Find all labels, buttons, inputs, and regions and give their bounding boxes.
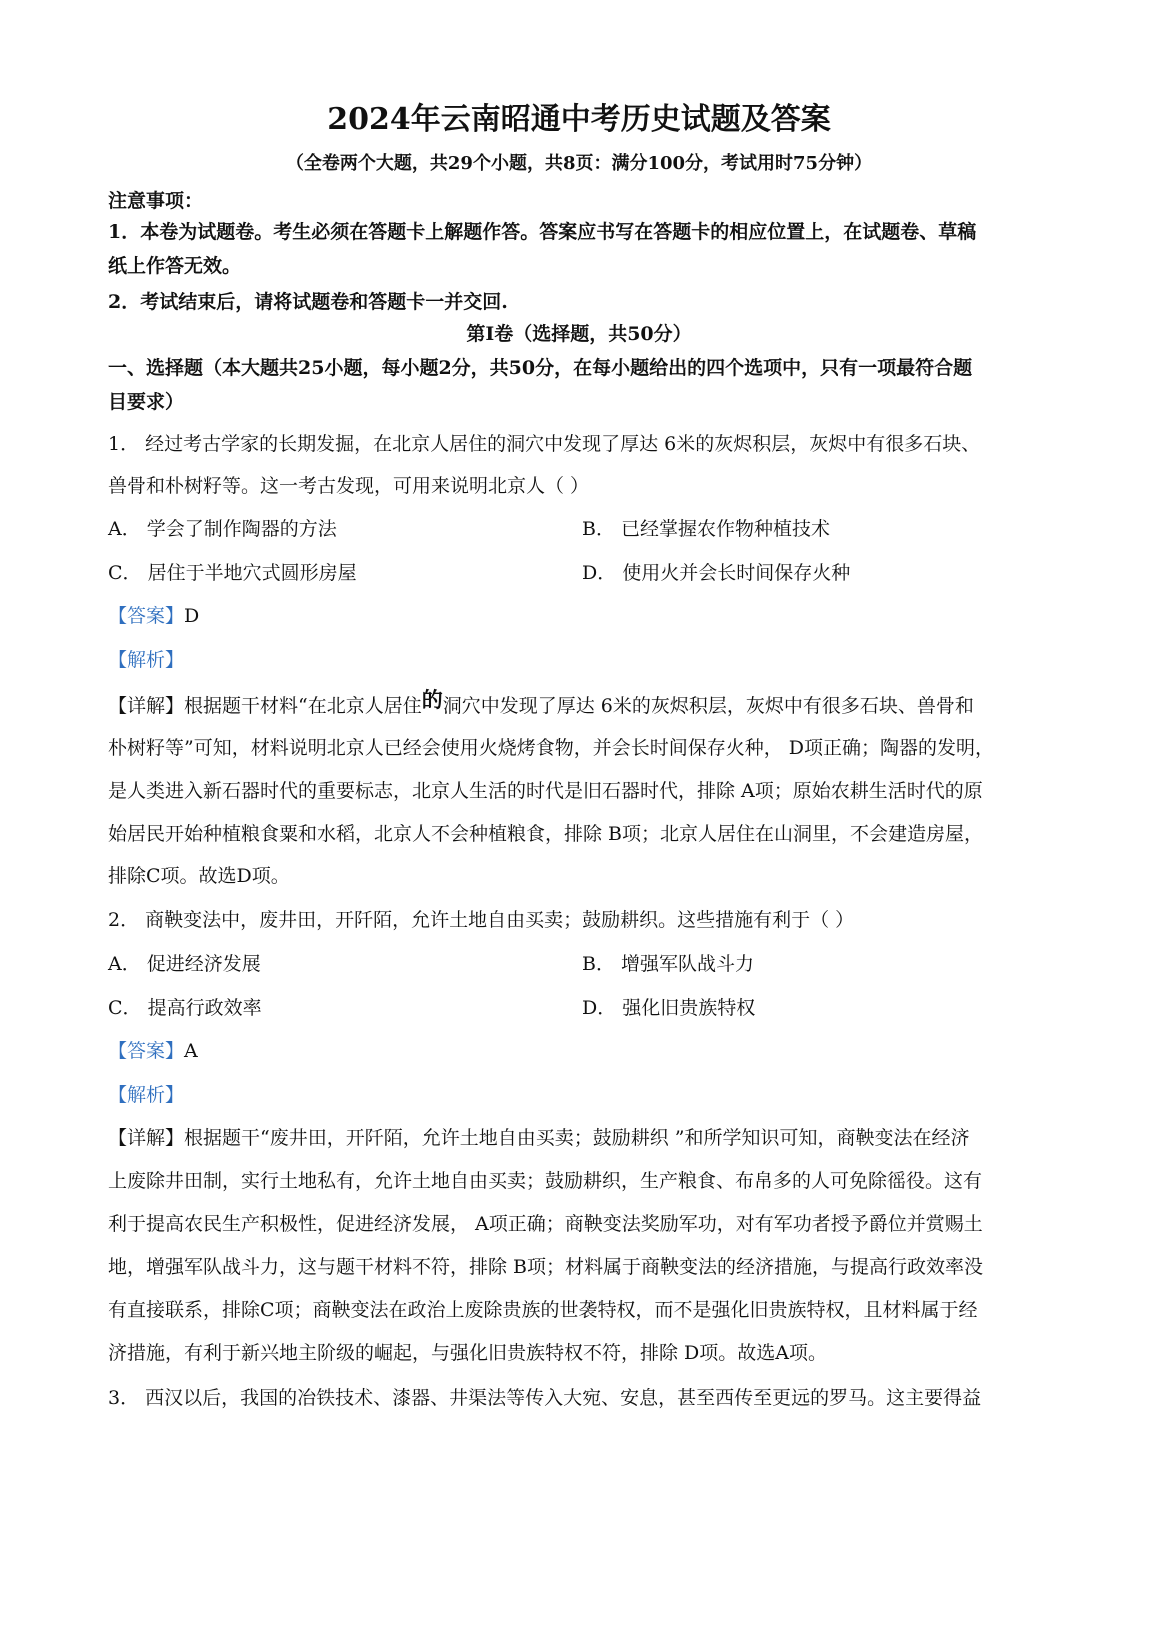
detail-text: 根据题干材料“在北京人居住 bbox=[184, 695, 422, 717]
answer-value: D bbox=[184, 605, 200, 627]
answer-tag: 【答案】 bbox=[108, 1040, 185, 1062]
answer-value: A bbox=[184, 1040, 198, 1062]
q1-detail-3: 是人类进入新石器时代的重要标志，北京人生活的时代是旧石器时代，排除 A项；原始农耕生活时代的原 bbox=[108, 780, 983, 802]
detail-tag: 【详解】 bbox=[108, 1127, 185, 1149]
q1-option-c: C． 居住于半地穴式圆形房屋 bbox=[108, 562, 357, 584]
q2-detail-3: 利于提高农民生产积极性，促进经济发展， A项正确；商鞅变法奖励军功，对有军功者授予爵位并赏赐土 bbox=[108, 1213, 983, 1235]
q2-detail-1 bbox=[108, 1126, 969, 1150]
q1-answer bbox=[108, 604, 199, 628]
answer-tag: 【答案】 bbox=[108, 605, 185, 627]
q2-option-a: A． 促进经济发展 bbox=[108, 953, 261, 975]
notes-item-1: 1．本卷为试题卷。考生必须在答题卡上解题作答。答案应书写在答题卡的相应位置上，在试题卷、草稿 bbox=[108, 221, 977, 243]
q2-detail-2: 上废除井田制，实行土地私有，允许土地自由买卖；鼓励耕织，生产粮食、布帛多的人可免除徭役。这有 bbox=[108, 1170, 983, 1192]
q1-option-b: B． 已经掌握农作物种植技术 bbox=[582, 518, 831, 540]
q2-detail-5: 有直接联系，排除C项；商鞅变法在政治上废除贵族的世袭特权，而不是强化旧贵族特权，且材料属于经 bbox=[108, 1299, 978, 1321]
q2-stem: 2． 商鞅变法中，废井田，开阡陌，允许土地自由买卖；鼓励耕织。这些措施有利于（ ） bbox=[108, 909, 855, 931]
q2-option-b: B． 增强军队战斗力 bbox=[582, 953, 755, 975]
section-intro-cont: 目要求） bbox=[108, 391, 185, 413]
detail-text: 的 bbox=[421, 687, 443, 712]
detail-text: 洞穴中发现了厚达 6米的灰烬积层，灰烬中有很多石块、兽骨和 bbox=[442, 695, 974, 717]
q1-stem-cont: 兽骨和朴树籽等。这一考古发现，可用来说明北京人（ ） bbox=[108, 475, 590, 497]
exam-subtitle: （全卷两个大题，共29个小题，共8页：满分100分，考试用时75分钟） bbox=[285, 153, 873, 174]
section-intro: 一、选择题（本大题共25小题，每小题2分，共50分，在每小题给出的四个选项中，只有一项最符合题 bbox=[108, 357, 973, 379]
notes-item-2: 2．考试结束后，请将试题卷和答题卡一并交回. bbox=[108, 291, 508, 313]
q1-option-d: D． 使用火并会长时间保存火种 bbox=[582, 562, 851, 584]
q2-option-c: C． 提高行政效率 bbox=[108, 997, 262, 1019]
q2-answer bbox=[108, 1039, 198, 1063]
q1-detail-2: 朴树籽等”可知，材料说明北京人已经会使用火烧烤食物，并会长时间保存火种， D项正确；陶器的发明， bbox=[108, 737, 994, 759]
q1-option-a: A． 学会了制作陶器的方法 bbox=[108, 518, 337, 540]
q1-analysis-tag: 【解析】 bbox=[108, 649, 185, 671]
q1-detail-4: 始居民开始种植粮食粟和水稻，北京人不会种植粮食，排除 B项；北京人居住在山洞里，不会建造房屋， bbox=[108, 823, 984, 845]
q1-detail-1 bbox=[108, 687, 974, 718]
q2-option-d: D． 强化旧贵族特权 bbox=[582, 997, 756, 1019]
q2-detail-4: 地，增强军队战斗力，这与题干材料不符，排除 B项；材料属于商鞅变法的经济措施，与提高行政效率没 bbox=[108, 1256, 984, 1278]
notes-item-1-cont: 纸上作答无效。 bbox=[108, 255, 242, 277]
q3-stem: 3． 西汉以后，我国的冶铁技术、漆器、井渠法等传入大宛、安息，甚至西传至更远的罗马。这主要得益 bbox=[108, 1387, 982, 1409]
detail-tag: 【详解】 bbox=[108, 695, 185, 717]
q1-stem: 1． 经过考古学家的长期发掘，在北京人居住的洞穴中发现了厚达 6米的灰烬积层，灰烬中有很多石块、 bbox=[108, 433, 981, 455]
q1-detail-5: 排除C项。故选D项。 bbox=[108, 865, 290, 887]
section-title: 第Ⅰ卷（选择题，共50分） bbox=[466, 323, 692, 345]
detail-text: 根据题干“废井田，开阡陌，允许土地自由买卖；鼓励耕织 ”和所学知识可知，商鞅变法在经济 bbox=[184, 1127, 970, 1149]
page-title: 2024年云南昭通中考历史试题及答案 bbox=[327, 102, 831, 137]
notes-heading: 注意事项： bbox=[108, 190, 204, 212]
q2-analysis-tag: 【解析】 bbox=[108, 1084, 185, 1106]
q2-detail-6: 济措施，有利于新兴地主阶级的崛起，与强化旧贵族特权不符，排除 D项。故选A项。 bbox=[108, 1342, 827, 1364]
